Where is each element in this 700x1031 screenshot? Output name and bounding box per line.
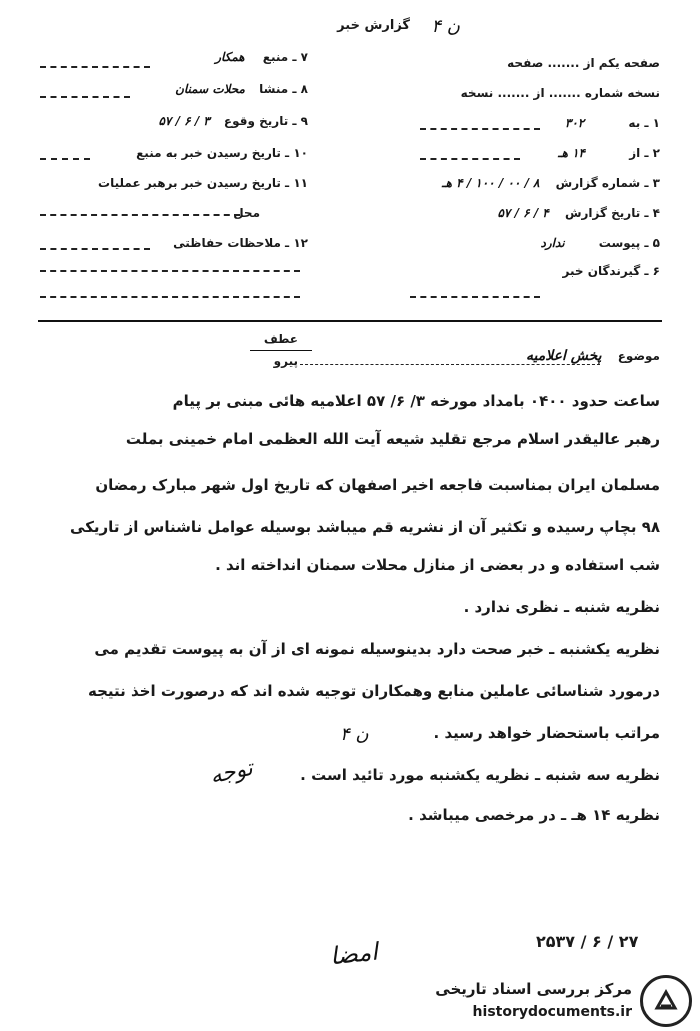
subject-row [526,348,660,364]
header-divider [38,320,662,322]
blank-line-3 [40,158,90,160]
handwritten-note-n4: ن ۴ [340,724,369,745]
opinion-sunday-1: نظریه یکشنبه ـ خبر صحت دارد بدینوسیله نمونه ای از آن به پیوست تقدیم می [94,640,660,658]
field-source-label: ۷ ـ منبع [262,50,308,64]
field-security-notes [173,236,308,250]
field-event-date-value: ۳ / ۶ / ۵۷ [158,114,210,128]
field-report-date-value: ۴ / ۶ / ۵۷ [497,206,549,220]
field-to-label: ۱ ـ به [628,116,660,130]
field-to-value: ۳۰۲ [564,116,585,130]
subject-label: موضوع [617,349,660,363]
blank-line-4 [40,214,240,216]
field-source-value: همکار [215,50,245,64]
body-line-1: ساعت حدود ۰۴۰۰ بامداد مورخه ۳/ ۶/ ۵۷ اعلامیه هائی مبنی بر پیام [172,392,660,410]
copy-of: نسخه شماره ....... از ....... نسخه [460,86,660,100]
field-attachment-label: ۵ ـ پیوست [598,236,660,250]
blank-line-9 [420,158,520,160]
blank-line-8 [420,128,540,130]
blank-line-7 [40,296,300,298]
handwritten-note-tavajoh: توجه [207,755,256,790]
field-to [565,116,660,130]
field-report-number [442,176,660,190]
report-title: گزارش خبر [337,18,410,33]
archive-logo-icon [651,986,681,1016]
field-security-notes-label: ۱۲ ـ ملاحظات حفاظتی [173,236,308,250]
field-source-received-label: ۱۰ ـ تاریخ رسیدن خبر به منبع [136,146,308,160]
opinion-saturday: نظریه شنبه ـ نظری ندارد . [463,598,660,616]
archive-name: مرکز بررسی اسناد تاریخی [435,980,632,998]
field-from-value: ۱۴ هـ [558,146,585,160]
field-origin-value: محلات سمنان [175,82,245,96]
title-annotation: ن ۴ [431,16,460,37]
body-line-3: مسلمان ایران بمناسبت فاجعه اخیر اصفهان که تاریخ اول شهر مبارک رمضان [95,476,660,494]
body-line-2: رهبر عالیقدر اسلام مرجع تقلید شیعه آیت الله العظمی امام خمینی بملت [125,430,660,448]
field-ops-received [98,176,308,190]
blank-line-6 [40,270,300,272]
field-report-date-label: ۴ ـ تاریخ گزارش [564,206,660,220]
subject-line [300,364,600,365]
opinion-sunday-3: مراتب باستحضار خواهد رسید . [433,724,660,742]
field-from-label: ۲ ـ از [629,146,660,160]
field-ops-received-label: ۱۱ ـ تاریخ رسیدن خبر برهبر عملیات [98,176,308,190]
field-report-number-label: ۳ ـ شماره گزارش [555,176,660,190]
subject-value: پخش اعلامیه [526,348,602,364]
archive-url: historydocuments.ir [472,1004,632,1020]
recipients-line [410,296,540,298]
field-attachment [540,236,660,250]
page-of: صفحه یکم از ....... صفحه [507,56,660,70]
field-recipients [563,264,660,278]
field-source-received [136,146,308,160]
reference-top: عطف [263,332,298,346]
field-report-date [497,206,660,220]
field-location-label: محل [233,206,260,220]
field-source [215,50,308,64]
footer-date: ۲۵۳۷ / ۶ / ۲۷ [536,932,639,951]
opinion-sunday-2: درمورد شناسائی عاملین منابع وهمکاران توجیه شده اند که درصورت اخذ نتیجه [88,682,660,700]
field-event-date [158,114,308,128]
field-from [558,146,660,160]
reference-bottom: پیرو [273,354,298,368]
archive-logo [640,975,692,1027]
signature: امضا [328,937,379,971]
field-report-number-value: ۸ / ۰۰ / ۱۰۰ / ۴ هـ [442,176,540,190]
opinion-14h: نظریه ۱۴ هـ ـ در مرخصی میباشد . [408,806,660,824]
field-attachment-value: ندارد [540,236,565,250]
field-recipients-label: ۶ ـ گیرندگان خبر [562,264,660,278]
blank-line-5 [40,248,150,250]
field-origin [175,82,308,96]
opinion-tuesday: نظریه سه شنبه ـ نظریه یکشنبه مورد تائید است . [300,766,660,784]
body-line-5: شب استفاده و در بعضی از منازل محلات سمنان انداخته اند . [215,556,660,574]
reference-divider [250,350,312,351]
field-location [233,206,260,220]
blank-line-1 [40,66,150,68]
blank-line-2 [40,96,130,98]
body-line-4: ۹۸ بچاپ رسیده و تکثیر آن از نشریه قم میباشد بوسیله عوامل ناشناس از تاریکی [70,518,660,536]
field-origin-label: ۸ ـ منشا [259,82,308,96]
field-event-date-label: ۹ ـ تاریخ وقوع [223,114,308,128]
